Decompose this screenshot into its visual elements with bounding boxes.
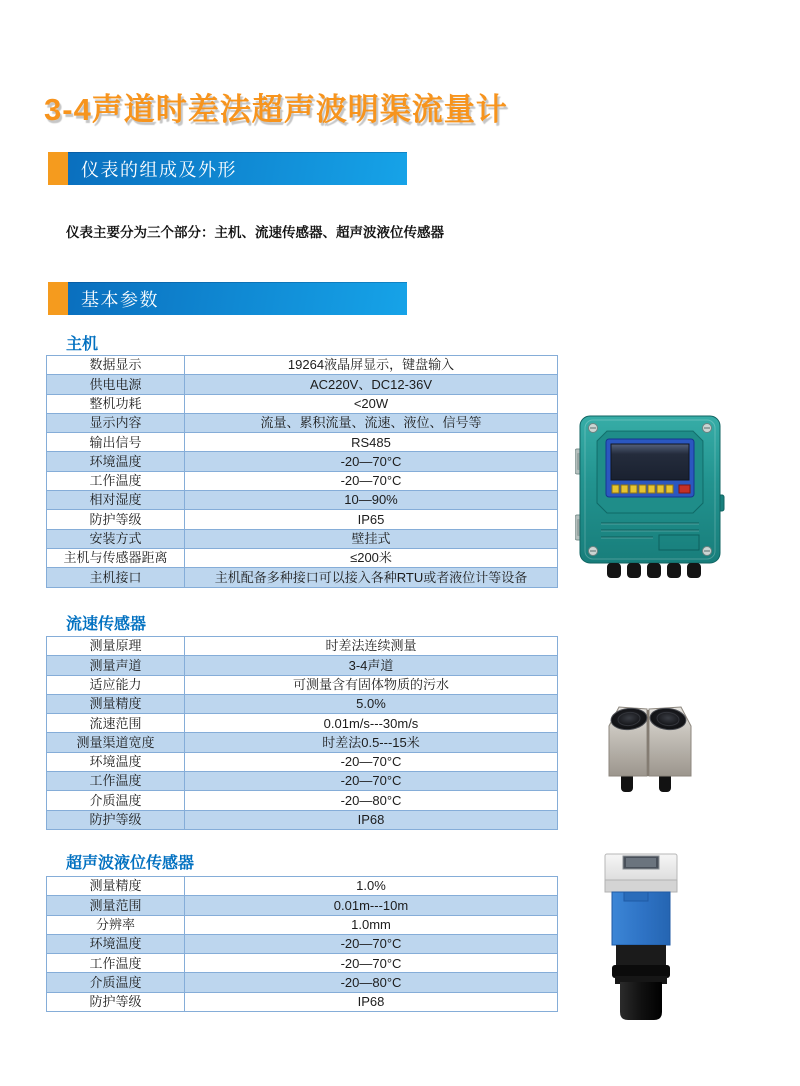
param-label: 环境温度 [47, 452, 185, 471]
param-label: 环境温度 [47, 934, 185, 953]
param-value: -20—70°C [185, 772, 558, 791]
param-value: 0.01m/s---30m/s [185, 714, 558, 733]
param-label: 测量渠道宽度 [47, 733, 185, 752]
section-header-parameters [48, 282, 407, 315]
table-row [47, 548, 558, 567]
velocity-sensor-photo [601, 700, 697, 805]
param-label: 整机功耗 [47, 394, 185, 413]
ultrasonic-level-sensor-photo [599, 849, 683, 1032]
param-value: 10—90% [185, 491, 558, 510]
table-row [47, 752, 558, 771]
param-value: -20—80°C [185, 791, 558, 810]
param-value: 5.0% [185, 694, 558, 713]
param-label: 分辨率 [47, 915, 185, 934]
subheading-level-sensor: 超声波液位传感器 [66, 855, 195, 872]
table-row [47, 877, 558, 896]
param-label: 测量精度 [47, 694, 185, 713]
param-label: 防护等级 [47, 510, 185, 529]
flow-meter-main-unit-photo [575, 411, 725, 586]
param-label: 输出信号 [47, 433, 185, 452]
table-row [47, 714, 558, 733]
param-label: 流速范围 [47, 714, 185, 733]
param-value: -20—70°C [185, 452, 558, 471]
param-value: -20—70°C [185, 934, 558, 953]
section-header-label: 仪表的组成及外形 [68, 152, 407, 185]
composition-intro-text: 仪表主要分为三个部分：主机、流速传感器、超声波液位传感器 [66, 225, 444, 240]
velocity-sensor-spec-table [46, 636, 558, 830]
table-row [47, 568, 558, 587]
param-value: 时差法连续测量 [185, 637, 558, 656]
table-row [47, 433, 558, 452]
param-value: ≤200米 [185, 548, 558, 567]
table-row [47, 656, 558, 675]
param-value: AC220V、DC12-36V [185, 375, 558, 394]
table-row [47, 992, 558, 1011]
table-row [47, 356, 558, 375]
param-label: 主机接口 [47, 568, 185, 587]
table-row [47, 637, 558, 656]
param-label: 工作温度 [47, 954, 185, 973]
table-row [47, 954, 558, 973]
table-row [47, 810, 558, 829]
section-header-composition [48, 152, 407, 185]
param-label: 主机与传感器距离 [47, 548, 185, 567]
main-unit-spec-table [46, 355, 558, 588]
table-row [47, 510, 558, 529]
param-label: 工作温度 [47, 471, 185, 490]
param-label: 防护等级 [47, 810, 185, 829]
param-value: 可测量含有固体物质的污水 [185, 675, 558, 694]
table-row [47, 934, 558, 953]
level-sensor-spec-table [46, 876, 558, 1012]
table-row [47, 452, 558, 471]
param-label: 测量声道 [47, 656, 185, 675]
param-value: 1.0mm [185, 915, 558, 934]
param-label: 介质温度 [47, 973, 185, 992]
param-label: 环境温度 [47, 752, 185, 771]
table-row [47, 471, 558, 490]
param-value: IP68 [185, 810, 558, 829]
param-value: <20W [185, 394, 558, 413]
param-value: 时差法0.5---15米 [185, 733, 558, 752]
table-row [47, 791, 558, 810]
orange-accent-square [48, 282, 68, 315]
param-value: 1.0% [185, 877, 558, 896]
param-value: 3-4声道 [185, 656, 558, 675]
param-value: 19264液晶屏显示，键盘输入 [185, 356, 558, 375]
param-value: -20—70°C [185, 471, 558, 490]
param-label: 适应能力 [47, 675, 185, 694]
param-value: 主机配备多种接口可以接入各种RTU或者液位计等设备 [185, 568, 558, 587]
table-row [47, 694, 558, 713]
param-label: 工作温度 [47, 772, 185, 791]
table-row [47, 394, 558, 413]
param-label: 测量范围 [47, 896, 185, 915]
param-value: IP65 [185, 510, 558, 529]
subheading-main-unit: 主机 [66, 336, 99, 353]
param-label: 供电电源 [47, 375, 185, 394]
table-row [47, 733, 558, 752]
param-label: 安装方式 [47, 529, 185, 548]
table-row [47, 973, 558, 992]
subheading-velocity-sensor: 流速传感器 [66, 616, 147, 633]
table-row [47, 491, 558, 510]
section-header-label: 基本参数 [68, 282, 407, 315]
table-row [47, 915, 558, 934]
table-row [47, 529, 558, 548]
param-value: -20—70°C [185, 752, 558, 771]
velocity-sensor-illustration [601, 700, 697, 800]
param-value: 壁挂式 [185, 529, 558, 548]
page-title: 3-4声道时差法超声波明渠流量计 [44, 92, 508, 127]
main-unit-illustration [575, 411, 725, 581]
param-value: -20—70°C [185, 954, 558, 973]
table-row [47, 675, 558, 694]
param-label: 防护等级 [47, 992, 185, 1011]
param-value: RS485 [185, 433, 558, 452]
param-value: 0.01m---10m [185, 896, 558, 915]
table-row [47, 896, 558, 915]
param-label: 介质温度 [47, 791, 185, 810]
table-row [47, 375, 558, 394]
orange-accent-square [48, 152, 68, 185]
param-label: 相对湿度 [47, 491, 185, 510]
param-label: 数据显示 [47, 356, 185, 375]
param-value: 流量、累积流量、流速、液位、信号等 [185, 413, 558, 432]
param-value: -20—80°C [185, 973, 558, 992]
param-label: 测量原理 [47, 637, 185, 656]
level-sensor-illustration [599, 849, 683, 1027]
param-label: 测量精度 [47, 877, 185, 896]
table-row [47, 772, 558, 791]
param-label: 显示内容 [47, 413, 185, 432]
table-row [47, 413, 558, 432]
param-value: IP68 [185, 992, 558, 1011]
